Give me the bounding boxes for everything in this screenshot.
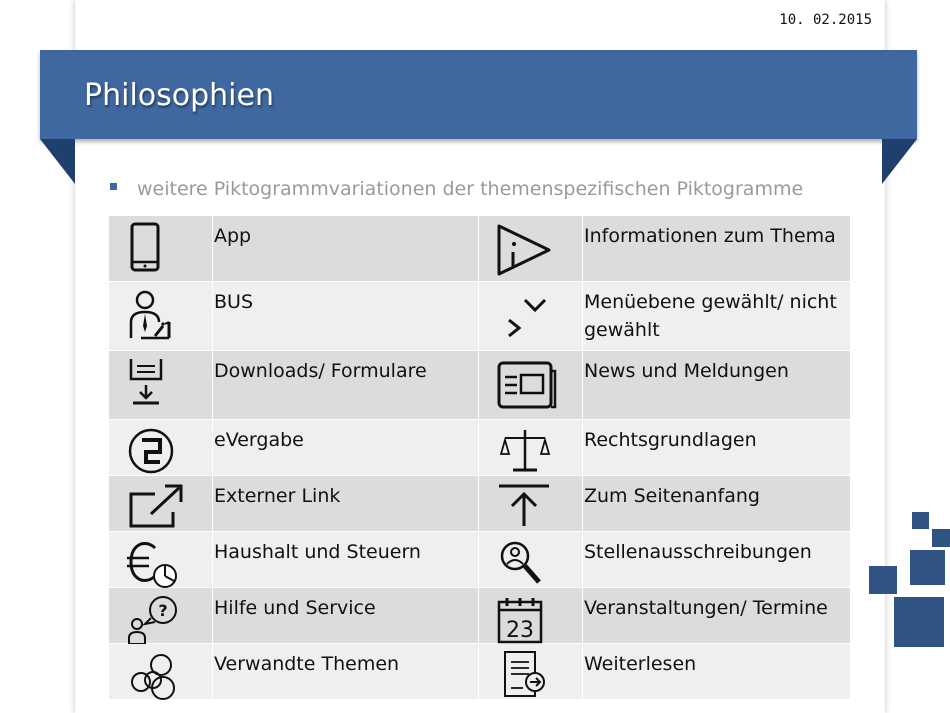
slide-date: 10. 02.2015 (779, 12, 872, 28)
pictogram-label: eVergabe (213, 420, 479, 476)
banner-fold-left (40, 139, 75, 184)
bullet-item (110, 178, 803, 200)
pictogram-label: Downloads/ Formulare (213, 351, 479, 420)
bullet-marker (110, 183, 117, 190)
menu-chevrons-icon (495, 288, 555, 346)
icon-cell (479, 216, 583, 282)
icon-cell (479, 282, 583, 351)
magnifier-person-icon (495, 538, 551, 590)
icon-cell (109, 532, 213, 588)
icon-cell (109, 216, 213, 282)
deco-square (910, 550, 945, 585)
pictogram-label: Weiterlesen (583, 644, 851, 700)
page-title: Philosophien (84, 78, 274, 113)
read-more-icon (495, 650, 551, 702)
download-icon (127, 357, 167, 411)
table-row (109, 216, 851, 282)
pictogram-label: Externer Link (213, 476, 479, 532)
icon-cell (109, 420, 213, 476)
play-info-icon (495, 222, 555, 276)
bus-person-icon (127, 288, 183, 346)
banner-fold-right (882, 139, 917, 184)
icon-cell (479, 420, 583, 476)
icon-cell (109, 588, 213, 644)
newspaper-icon (495, 357, 559, 413)
help-person-icon (127, 594, 183, 646)
pictogram-label: Hilfe und Service (213, 588, 479, 644)
svg-text:?: ? (158, 601, 168, 620)
deco-square (932, 529, 950, 547)
table-row (109, 532, 851, 588)
icon-cell (109, 351, 213, 420)
pictogram-label: Haushalt und Steuern (213, 532, 479, 588)
pictogram-label: Informationen zum Thema (583, 216, 851, 282)
deco-square (912, 512, 929, 529)
table-row (109, 282, 851, 351)
icon-cell (479, 588, 583, 644)
icon-cell (479, 644, 583, 700)
pictogram-label: BUS (213, 282, 479, 351)
pictogram-label: Verwandte Themen (213, 644, 479, 700)
pictogram-label: Menüebene gewählt/ nicht gewählt (583, 282, 851, 351)
table-row (109, 644, 851, 700)
pictogram-label: Veranstaltungen/ Termine (583, 588, 851, 644)
icon-cell (109, 644, 213, 700)
icon-cell (479, 351, 583, 420)
pictogram-label: Stellenausschreibungen (583, 532, 851, 588)
pictogram-label: News und Meldungen (583, 351, 851, 420)
scales-icon (495, 426, 555, 476)
deco-square (894, 597, 944, 647)
icon-cell (109, 476, 213, 532)
pictogram-label: App (213, 216, 479, 282)
bullet-text: weitere Piktogrammvariationen der themenspezifischen Piktogramme (137, 178, 804, 200)
title-banner (40, 50, 917, 139)
pictogram-label: Zum Seitenanfang (583, 476, 851, 532)
deco-square (869, 566, 897, 594)
table-row (109, 420, 851, 476)
icon-cell (479, 476, 583, 532)
icon-cell (479, 532, 583, 588)
svg-text:23: 23 (506, 618, 534, 643)
euro-chart-icon (127, 538, 183, 590)
table-row (109, 476, 851, 532)
external-link-icon (127, 482, 187, 530)
arrow-up-top-icon (495, 482, 555, 530)
pictogram-table (108, 215, 851, 700)
related-circles-icon (127, 650, 183, 702)
calendar-icon (495, 594, 551, 646)
table-row (109, 588, 851, 644)
icon-cell (109, 282, 213, 351)
table-row (109, 351, 851, 420)
smartphone-icon (127, 222, 167, 276)
evergabe-icon (127, 426, 179, 478)
pictogram-label: Rechtsgrundlagen (583, 420, 851, 476)
